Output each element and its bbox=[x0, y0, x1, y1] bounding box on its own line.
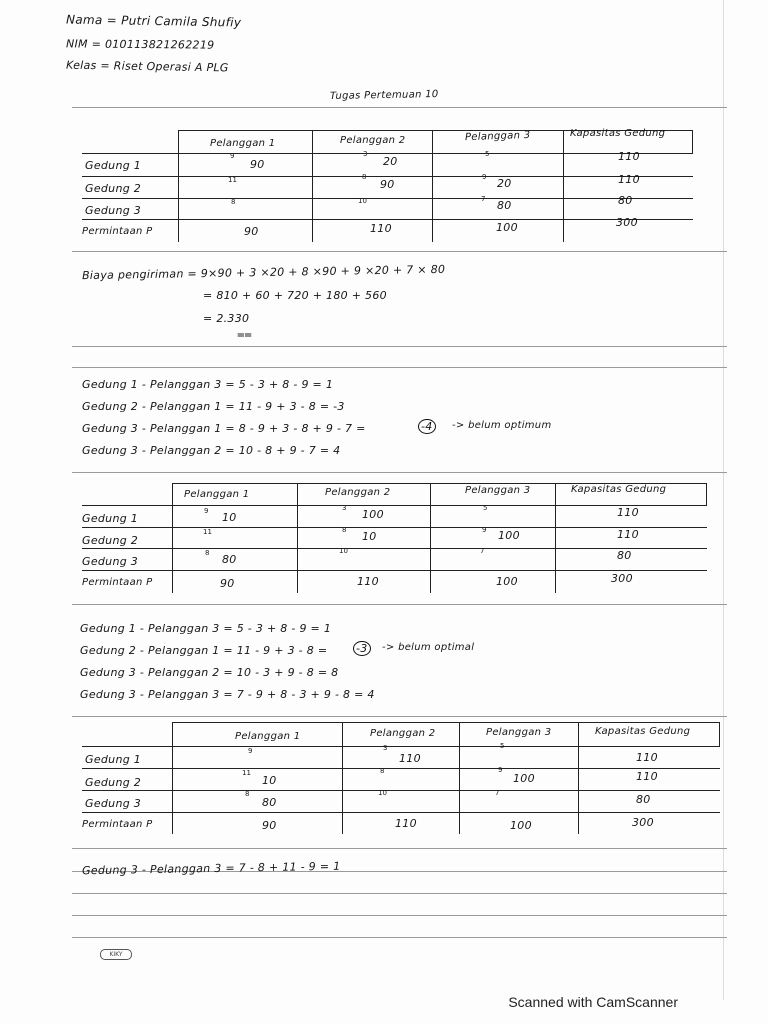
t3-cost-g3-p2: 10 bbox=[378, 789, 387, 797]
t3-cost-g1-p3: 5 bbox=[500, 742, 505, 750]
t3-cost-g1-p1: 9 bbox=[248, 747, 253, 755]
t2-row-label-permintaan: Permintaan P bbox=[82, 577, 153, 588]
t3-cost-g2-p1: 11 bbox=[242, 769, 251, 777]
t3-alloc-g1-p2: 110 bbox=[399, 752, 421, 765]
calc2-line-3: Gedung 3 - Pelanggan 2 = 10 - 3 + 9 - 8 = 8 bbox=[80, 666, 339, 679]
calc1-note: -> belum optimum bbox=[452, 420, 552, 431]
calc1-line-2: Gedung 2 - Pelanggan 1 = 11 - 9 + 3 - 8 = -3 bbox=[82, 400, 345, 413]
page-title: Tugas Pertemuan 10 bbox=[329, 89, 439, 102]
header-pelanggan-1: Pelanggan 1 bbox=[210, 138, 276, 149]
calc2-note: -> belum optimal bbox=[382, 642, 475, 653]
t3-header-pelanggan-2: Pelanggan 2 bbox=[370, 728, 436, 739]
t3-cost-g2-p3: 9 bbox=[498, 766, 503, 774]
t2-cost-g1-p2: 3 bbox=[342, 504, 347, 512]
cost-g2-p3: 9 bbox=[482, 173, 487, 181]
t2-cost-g3-p1: 8 bbox=[205, 549, 210, 557]
row-label-gedung-3: Gedung 3 bbox=[85, 204, 142, 217]
t2-alloc-g2-p3: 100 bbox=[498, 529, 520, 542]
calc3-line: Gedung 3 - Pelanggan 3 = 7 - 8 + 11 - 9 = 1 bbox=[81, 859, 341, 878]
calc1-line-1: Gedung 1 - Pelanggan 3 = 5 - 3 + 8 - 9 = 1 bbox=[82, 378, 334, 391]
cap-g1: 110 bbox=[618, 150, 640, 163]
calc2-line-2: Gedung 2 - Pelanggan 1 = 11 - 9 + 3 - 8 = bbox=[80, 644, 328, 657]
t3-cap-g2: 110 bbox=[636, 770, 658, 783]
student-class: Kelas = Riset Operasi A PLG bbox=[65, 58, 229, 75]
t2-cost-g2-p3: 9 bbox=[482, 526, 487, 534]
t2-cap-g3: 80 bbox=[617, 549, 632, 562]
cap-g2: 110 bbox=[618, 173, 640, 186]
t2-cost-g1-p3: 5 bbox=[483, 504, 488, 512]
t2-cost-g2-p2: 8 bbox=[342, 526, 347, 534]
row-label-gedung-1: Gedung 1 bbox=[85, 159, 142, 172]
notebook-brand-badge: KIKY bbox=[100, 949, 132, 960]
cost-g3-p1: 8 bbox=[231, 198, 236, 206]
t2-demand-p2: 110 bbox=[357, 575, 379, 588]
biaya-line-2: = 810 + 60 + 720 + 180 + 560 bbox=[203, 289, 387, 302]
t2-cap-g1: 110 bbox=[617, 506, 639, 519]
header-kapasitas: Kapasitas Gedung bbox=[570, 128, 666, 139]
t3-alloc-g2-p3: 100 bbox=[513, 772, 535, 785]
camscanner-watermark: Scanned with CamScanner bbox=[508, 994, 678, 1010]
cost-g1-p1: 9 bbox=[230, 152, 235, 160]
header-pelanggan-2: Pelanggan 2 bbox=[340, 135, 406, 146]
t3-cost-g1-p2: 3 bbox=[383, 744, 388, 752]
cost-g2-p2: 8 bbox=[362, 173, 367, 181]
t2-header-pelanggan-3: Pelanggan 3 bbox=[465, 485, 531, 496]
t2-row-label-gedung-2: Gedung 2 bbox=[82, 534, 139, 547]
t2-alloc-g1-p2: 100 bbox=[362, 508, 384, 521]
calc1-circled-value: -4 bbox=[418, 420, 436, 433]
calc2-circled-value: -3 bbox=[353, 642, 371, 655]
calc2-line-4: Gedung 3 - Pelanggan 3 = 7 - 9 + 8 - 3 + 9 - 8 = 4 bbox=[80, 688, 375, 701]
total-double-underline: ⩵ bbox=[237, 327, 252, 342]
row-label-permintaan: Permintaan P bbox=[82, 226, 153, 237]
t3-row-label-permintaan: Permintaan P bbox=[82, 819, 153, 830]
calc2-line-1: Gedung 1 - Pelanggan 3 = 5 - 3 + 8 - 9 = 1 bbox=[80, 622, 332, 635]
alloc-g1-p1: 90 bbox=[250, 158, 265, 171]
t3-header-kapasitas: Kapasitas Gedung bbox=[595, 726, 691, 737]
t2-cost-g2-p1: 11 bbox=[203, 528, 212, 536]
t2-cost-g3-p2: 10 bbox=[339, 547, 348, 555]
alloc-g3-p3: 80 bbox=[497, 199, 512, 212]
student-nim: NIM = 010113821262219 bbox=[65, 37, 215, 52]
t2-row-label-gedung-3: Gedung 3 bbox=[82, 555, 139, 568]
t2-cost-g3-p3: 7 bbox=[480, 547, 485, 555]
alloc-g2-p3: 20 bbox=[497, 177, 512, 190]
t2-demand-p3: 100 bbox=[496, 575, 518, 588]
t2-alloc-g1-p1: 10 bbox=[222, 511, 237, 524]
t2-demand-p1: 90 bbox=[220, 577, 235, 590]
demand-total: 300 bbox=[616, 216, 638, 229]
t3-row-label-gedung-3: Gedung 3 bbox=[85, 797, 142, 810]
cost-g3-p3: 7 bbox=[481, 195, 486, 203]
t3-demand-total: 300 bbox=[632, 816, 654, 829]
page-edge bbox=[723, 0, 724, 1000]
t3-header-pelanggan-1: Pelanggan 1 bbox=[235, 731, 301, 742]
cost-g2-p1: 11 bbox=[228, 176, 237, 184]
alloc-g1-p2: 20 bbox=[383, 155, 398, 168]
demand-p2: 110 bbox=[370, 222, 392, 235]
t2-header-pelanggan-1: Pelanggan 1 bbox=[184, 489, 250, 500]
calc1-line-4: Gedung 3 - Pelanggan 2 = 10 - 8 + 9 - 7 = 4 bbox=[82, 444, 341, 457]
alloc-g2-p2: 90 bbox=[380, 178, 395, 191]
t2-alloc-g2-p2: 10 bbox=[362, 530, 377, 543]
t3-row-label-gedung-2: Gedung 2 bbox=[85, 776, 142, 789]
student-name: Nama = Putri Camila Shufiy bbox=[65, 12, 242, 30]
t3-cost-g3-p1: 8 bbox=[245, 790, 250, 798]
row-label-gedung-2: Gedung 2 bbox=[85, 182, 142, 195]
cost-g1-p2: 3 bbox=[363, 150, 368, 158]
t2-cap-g2: 110 bbox=[617, 528, 639, 541]
t3-alloc-g2-p1: 10 bbox=[262, 774, 277, 787]
header-pelanggan-3: Pelanggan 3 bbox=[464, 129, 531, 144]
cost-g1-p3: 5 bbox=[485, 150, 490, 158]
t3-demand-p3: 100 bbox=[510, 819, 532, 832]
t2-demand-total: 300 bbox=[611, 572, 633, 585]
t2-header-kapasitas: Kapasitas Gedung bbox=[571, 484, 667, 495]
t3-alloc-g3-p1: 80 bbox=[262, 796, 277, 809]
t3-cap-g3: 80 bbox=[636, 793, 651, 806]
demand-p3: 100 bbox=[496, 221, 518, 234]
t2-row-label-gedung-1: Gedung 1 bbox=[82, 512, 139, 525]
cost-g3-p2: 10 bbox=[358, 197, 367, 205]
t2-alloc-g3-p1: 80 bbox=[222, 553, 237, 566]
t3-row-label-gedung-1: Gedung 1 bbox=[85, 753, 142, 766]
t3-demand-p1: 90 bbox=[262, 819, 277, 832]
biaya-line-1: Biaya pengiriman = 9×90 + 3 ×20 + 8 ×90 + 9 ×20 + 7 × 80 bbox=[81, 262, 446, 283]
t3-demand-p2: 110 bbox=[395, 817, 417, 830]
t2-cost-g1-p1: 9 bbox=[204, 507, 209, 515]
biaya-line-3: = 2.330 bbox=[203, 312, 250, 325]
t3-cost-g2-p2: 8 bbox=[380, 767, 385, 775]
calc1-line-3: Gedung 3 - Pelanggan 1 = 8 - 9 + 3 - 8 + 9 - 7 = bbox=[82, 422, 366, 435]
t3-header-pelanggan-3: Pelanggan 3 bbox=[486, 727, 552, 738]
t3-cost-g3-p3: 7 bbox=[495, 789, 500, 797]
cap-g3: 80 bbox=[618, 194, 633, 207]
demand-p1: 90 bbox=[244, 225, 259, 238]
t2-header-pelanggan-2: Pelanggan 2 bbox=[325, 487, 391, 498]
t3-cap-g1: 110 bbox=[636, 751, 658, 764]
